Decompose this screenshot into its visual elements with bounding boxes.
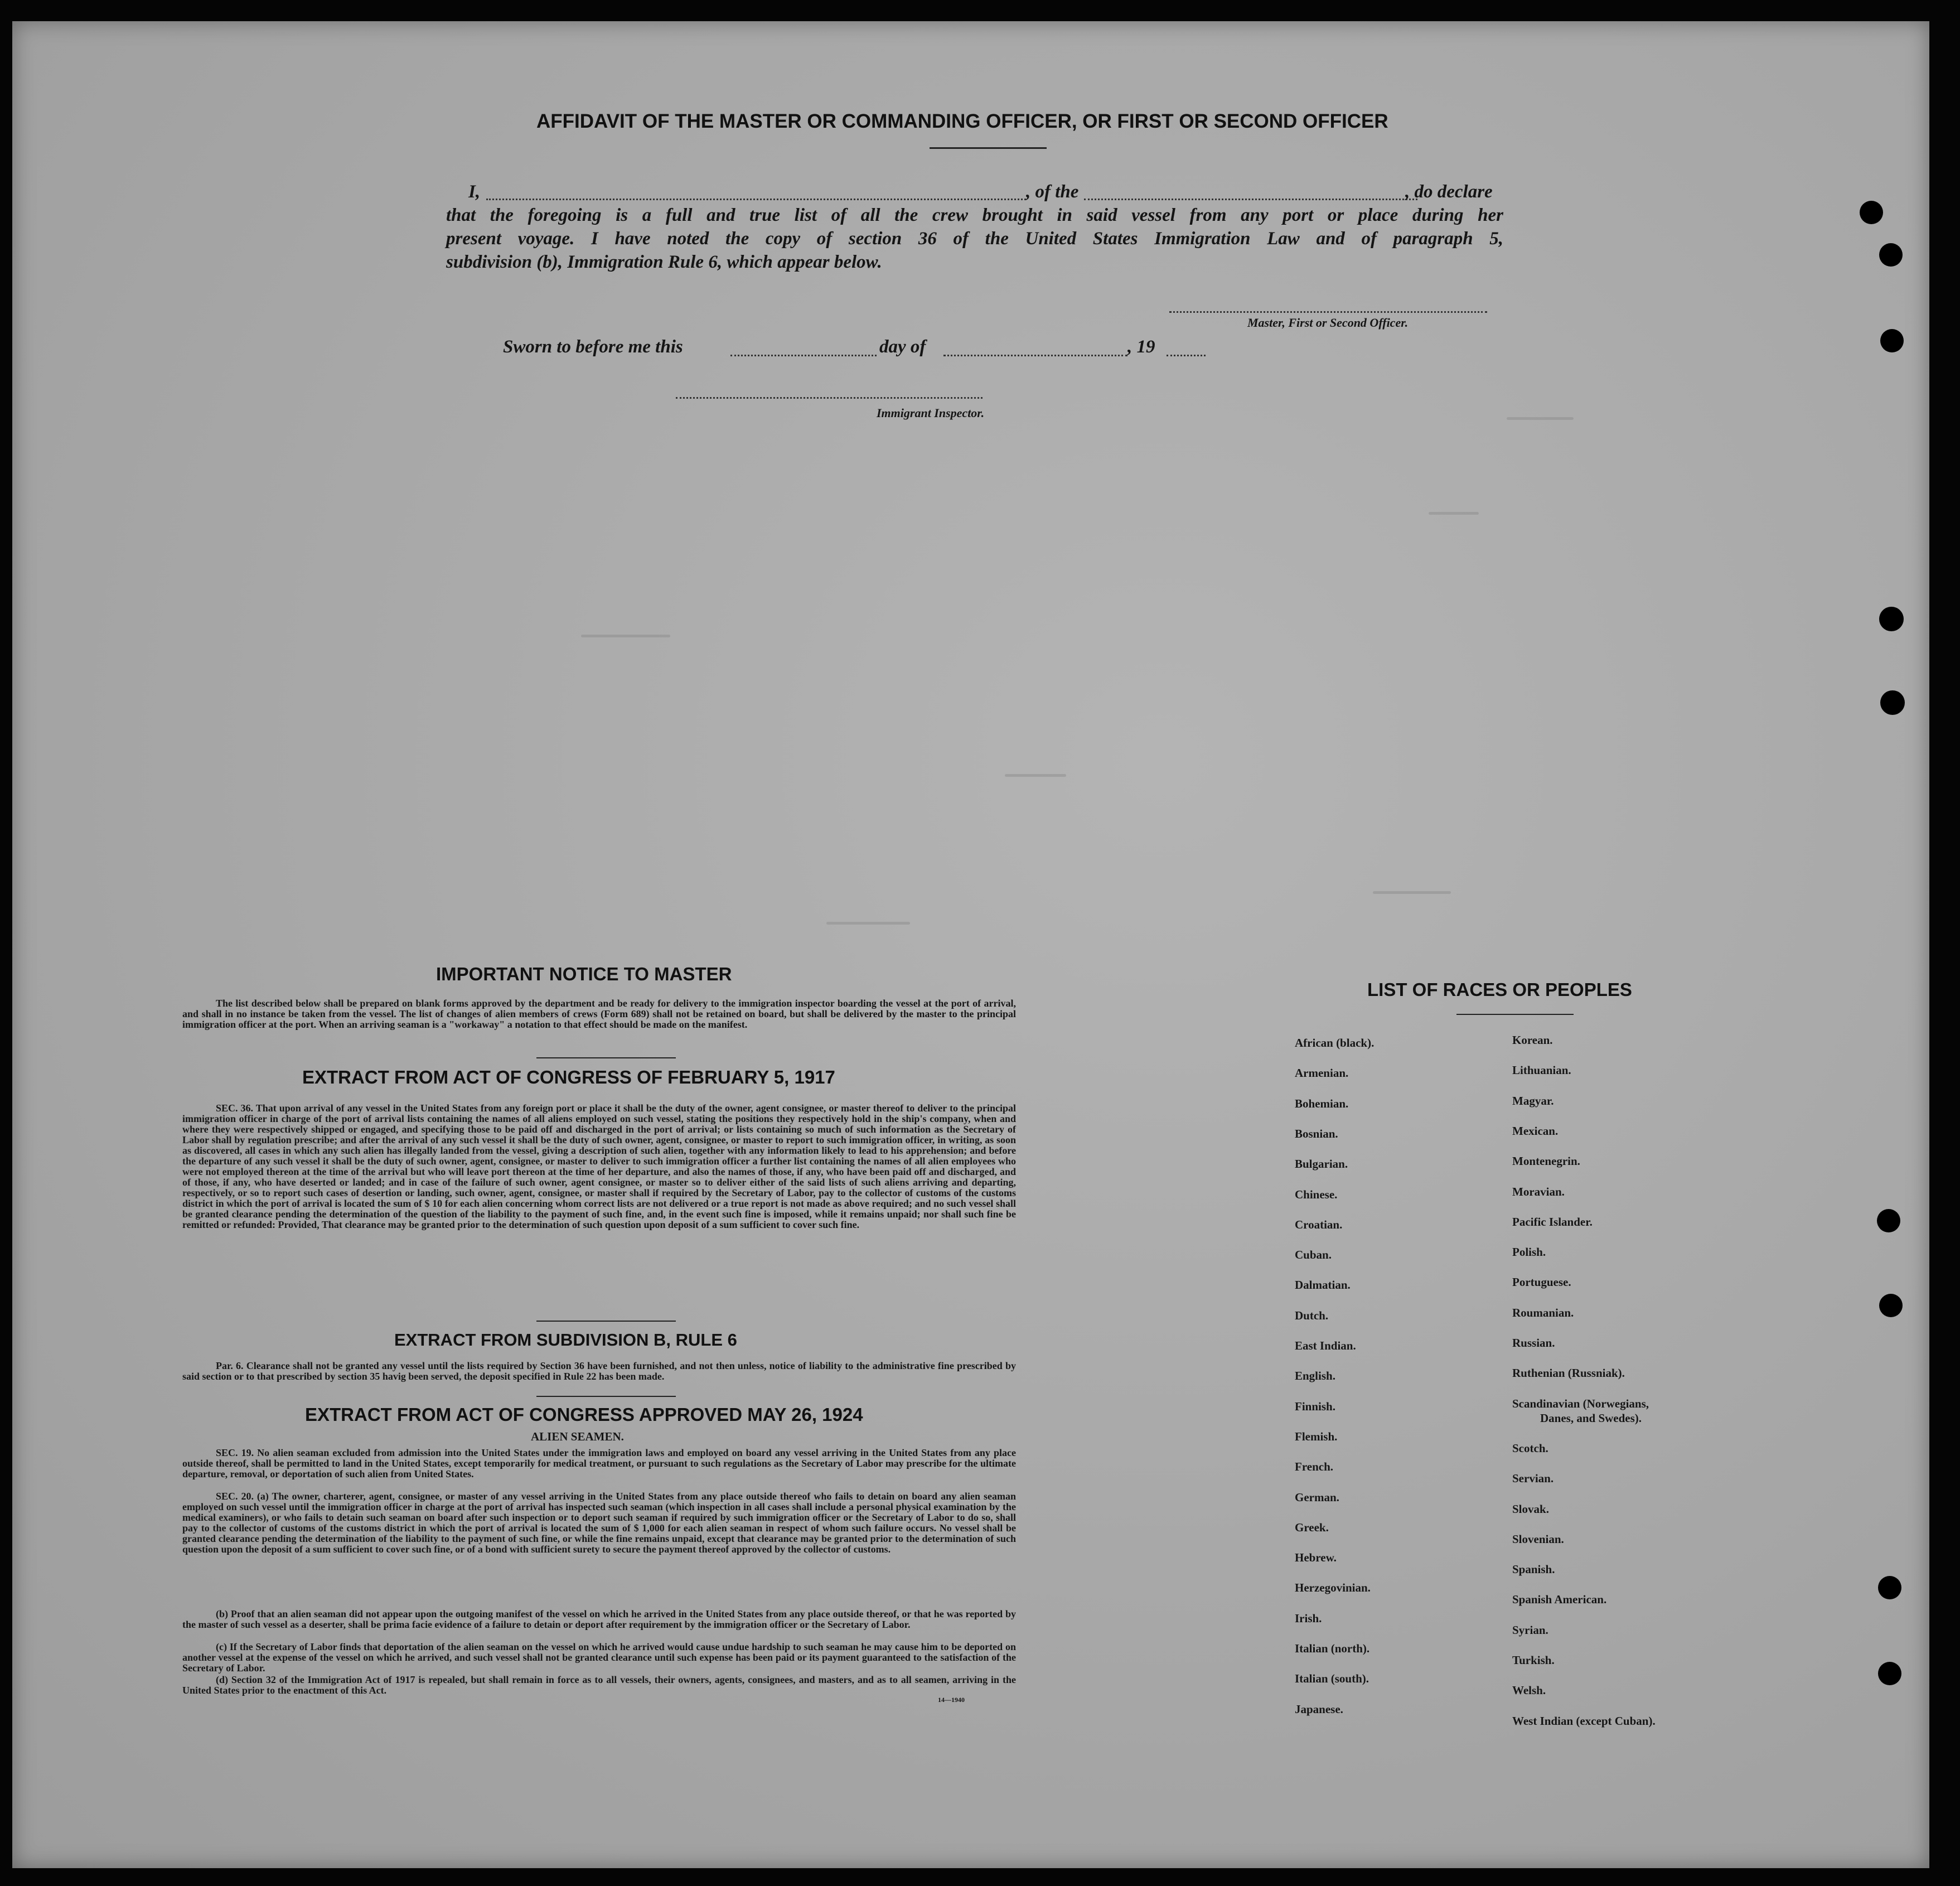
affidavit-title: AFFIDAVIT OF THE MASTER OR COMMANDING OFFICER, OR FIRST OR SECOND OFFICER [536, 110, 1388, 132]
race-item: African (black). [1295, 1036, 1375, 1050]
race-item: Cuban. [1295, 1248, 1332, 1261]
extract-1917-title: EXTRACT FROM ACT OF CONGRESS OF FEBRUARY 5, 1917 [302, 1067, 835, 1087]
race-item: Greek. [1295, 1521, 1329, 1534]
race-item: Spanish. [1512, 1563, 1555, 1576]
race-item: Lithuanian. [1512, 1063, 1571, 1077]
race-item: Irish. [1295, 1612, 1322, 1625]
name-field-line[interactable] [486, 199, 1026, 200]
race-item: Bohemian. [1295, 1097, 1349, 1110]
binder-hole [1878, 1576, 1901, 1599]
race-item: Welsh. [1512, 1684, 1546, 1697]
race-item: Turkish. [1512, 1653, 1555, 1667]
sec-19-text: SEC. 19. No alien seaman excluded from admission into the United States under the immigration laws and employed on board any vessel arriving in the United States from any place outside thereof, shall be permitted to land in the United States, except temporarily for medical treatment, or pursuant to such regulations as the Secretary of Labor may prescribe for the ultimate departure, removal, or deportation of such alien from United States. [182, 1447, 1016, 1479]
race-item: Bosnian. [1295, 1127, 1338, 1140]
race-item: Herzegovinian. [1295, 1581, 1371, 1594]
bleed-through-mark [826, 922, 910, 925]
race-item: Moravian. [1512, 1185, 1565, 1198]
race-item: Italian (north). [1295, 1642, 1370, 1655]
sworn-label: Sworn to before me this [503, 337, 683, 357]
race-item: Magyar. [1512, 1094, 1554, 1108]
race-item: East Indian. [1295, 1339, 1356, 1352]
rule-6-title: EXTRACT FROM SUBDIVISION B, RULE 6 [394, 1330, 737, 1350]
bleed-through-mark [581, 635, 670, 637]
year-field-line[interactable] [1167, 355, 1206, 356]
sec-20d-text: (d) Section 32 of the Immigration Act of 1917 is repealed, but shall remain in force as to all vessels, their owners, agents, consignees, and masters, and as to all seamen, arriving in the United States prior to the enactment of this Act. [182, 1674, 1016, 1696]
day-field-line[interactable] [730, 355, 877, 356]
affidavit-line-4: subdivision (b), Immigration Rule 6, which appear below. [446, 252, 882, 272]
race-item: Armenian. [1295, 1066, 1349, 1080]
notice-text: The list described below shall be prepared on blank forms approved by the department and be ready for delivery to the immigration inspector boarding the vessel at the port of arrival, and shall in no instance be taken from the vessel. The list of changes of alien members of crews (Form 689) shall not be retained on board, but shall be delivered by the master to the principal immigration officer at the port. When an arriving seaman is a "workaway" a notation to that effect should be made on the manifest. [182, 998, 1016, 1030]
sec-20b-text: (b) Proof that an alien seaman did not appear upon the outgoing manifest of the vessel on which he arrived in the United States from any place outside thereof, or that he was reported by the master of such vessel as a deserter, shall be prima facie evidence of a failure to detain or deport after requirement by the immigration officer or the Secretary of Labor. [182, 1608, 1016, 1630]
title-underline [930, 147, 1047, 149]
binder-hole [1879, 243, 1903, 267]
master-signature-label: Master, First or Second Officer. [1247, 316, 1409, 330]
race-item: Hebrew. [1295, 1551, 1337, 1564]
race-item: French. [1295, 1460, 1334, 1473]
bleed-through-mark [1373, 891, 1451, 894]
race-item: Japanese. [1295, 1703, 1343, 1716]
race-item: Croatian. [1295, 1218, 1343, 1231]
race-item: Italian (south). [1295, 1672, 1369, 1685]
master-signature-line[interactable] [1169, 311, 1487, 313]
race-item: Scandinavian (Norwegians, [1512, 1397, 1649, 1410]
divider [536, 1057, 676, 1058]
divider [536, 1321, 676, 1322]
race-item: Dutch. [1295, 1309, 1329, 1322]
day-of-label: day of [879, 337, 926, 357]
race-item: Slovak. [1512, 1502, 1549, 1516]
binder-hole [1880, 690, 1905, 715]
race-item: English. [1295, 1369, 1335, 1382]
bleed-through-mark [1507, 417, 1574, 420]
race-item: Danes, and Swedes). [1540, 1411, 1642, 1425]
extract-1924-title: EXTRACT FROM ACT OF CONGRESS APPROVED MAY 26, 1924 [305, 1404, 863, 1425]
races-title-underline [1456, 1014, 1574, 1015]
binder-hole [1880, 329, 1904, 352]
vessel-field-line[interactable] [1084, 199, 1417, 200]
affidavit-do-declare: , do declare [1405, 182, 1493, 202]
inspector-signature-label: Immigrant Inspector. [877, 406, 985, 420]
bleed-through-mark [1429, 512, 1479, 515]
inspector-signature-line[interactable] [676, 397, 983, 399]
affidavit-of-the: , of the [1026, 182, 1079, 202]
binder-hole [1860, 201, 1883, 224]
race-item: Korean. [1512, 1033, 1553, 1047]
affidavit-line-2: that the foregoing is a full and true list of all the crew brought in said vessel from any port or place during her [446, 205, 1503, 225]
month-field-line[interactable] [943, 355, 1127, 356]
race-item: Syrian. [1512, 1623, 1548, 1637]
binder-hole [1877, 1209, 1900, 1232]
race-item: Mexican. [1512, 1124, 1559, 1138]
binder-hole [1878, 1662, 1901, 1685]
races-title: LIST OF RACES OR PEOPLES [1367, 979, 1632, 1000]
rule-6-text: Par. 6. Clearance shall not be granted any vessel until the lists required by Section 36 have been furnished, and not then unless, notice of liability to the administrative fine prescribed by said section or to that prescribed by section 35 havig been served, the deposit specified in Rule 22 has been made. [182, 1360, 1016, 1382]
race-item: Flemish. [1295, 1430, 1338, 1443]
binder-hole [1879, 1294, 1903, 1317]
extract-1917-text: SEC. 36. That upon arrival of any vessel in the United States from any foreign port or place it shall be the duty of the owner, agent consignee, or master thereof to deliver to the principal immigration officer in charge of the port of arrival lists containing the names of all aliens employed on such vessel, stating the positions they respectively hold in the ship's company, when and where they were respectively shipped or engaged, and specifying those to be paid off and discharged in the port of arrival; or lists containing so much of such information as the Secretary of Labor shall by regulation prescribe; and after the arrival of any such vessel it shall be the duty of such owner, agent, consignee, or master to report to such immigration officer, in writing, as soon as discovered, all cases in which any such alien has illegally landed from the vessel, giving a description of such alien, together with any information likely to lead to his apprehension; and before the departure of any such vessel it shall be the duty of such owner, agent, consignee, or master to deliver to such immigration officer a further list containing the names of all alien employees who were not employed thereon at the time of the arrival but who will leave port thereon at the time of her departure, and also the names of those, if any, who have been paid off and discharged, and of those, if any, who have deserted or landed; and in case of the failure of such owner, agent consignee, or master so to deliver either of the said lists of such aliens arriving and departing, respectively, or so to report such cases of desertion or landing, such owner, agent, consignee, or master shall if required by the Secretary of Labor, pay to the collector of customs of the customs district in which the port of arrival is located the sum of $ 10 for each alien concerning whom correct lists are not delivered or a true report is not made as above required; and no such vessel shall be granted clearance pending the determination of the question of the liability to the payment of such fine, and, in the event such fine is imposed, while it remains unpaid; nor shall such fine be remitted or refunded: Provided, That clearance may be granted prior to the determination of such question upon deposit of a sum sufficient to cover such fine. [182, 1102, 1016, 1230]
sec-20a-text: SEC. 20. (a) The owner, charterer, agent, consignee, or master of any vessel arriving in the United States from any place outside thereof who fails to detain on board any alien seaman employed on such vessel until the immigration officer in charge at the port of arrival has inspected such seaman (which inspection in all cases shall include a personal physical examination by the medical examiners), or who fails to detain such seaman on board after such inspection or to deport such seaman if required by such immigration officer or the Secretary of Labor to do so, shall pay to the collector of customs of the customs district in which the port of arrival is located the sum of $ 1,000 for each alien seaman in respect of whom such failure occurs. No vessel shall be granted clearance pending the determination of the liability to the payment of such fine, or while the fine remains unpaid, except that clearance may be granted prior to the determination of such question upon the deposit of a sum sufficient to cover such fine, or of a bond with sufficient surety to secure the payment thereof approved by the collector of customs. [182, 1491, 1016, 1555]
extract-1924-subtitle: ALIEN SEAMEN. [531, 1430, 624, 1443]
bleed-through-mark [1005, 774, 1066, 777]
race-item: Chinese. [1295, 1188, 1338, 1201]
race-item: Portuguese. [1512, 1275, 1571, 1289]
race-item: Spanish American. [1512, 1593, 1607, 1606]
form-sheet [12, 21, 1929, 1868]
race-item: Slovenian. [1512, 1532, 1564, 1546]
race-item: Bulgarian. [1295, 1157, 1348, 1171]
race-item: Dalmatian. [1295, 1278, 1351, 1292]
form-number: 14—1940 [938, 1696, 965, 1704]
race-item: West Indian (except Cuban). [1512, 1714, 1656, 1728]
divider [536, 1396, 676, 1397]
affidavit-i-label: I, [468, 182, 481, 202]
binder-hole [1879, 607, 1904, 631]
race-item: Servian. [1512, 1472, 1554, 1485]
race-item: Russian. [1512, 1336, 1555, 1350]
notice-title: IMPORTANT NOTICE TO MASTER [436, 964, 732, 984]
race-item: Roumanian. [1512, 1306, 1574, 1319]
race-item: Pacific Islander. [1512, 1215, 1593, 1229]
race-item: Finnish. [1295, 1400, 1335, 1413]
sec-20c-text: (c) If the Secretary of Labor finds that deportation of the alien seaman on the vessel on which he arrived would cause undue hardship to such seaman he may cause him to be deported on another vessel at the expense of the vessel on which he arrived, and such vessel shall not be granted clearance until such expense has been paid or its payment guaranteed to the satisfaction of the Secretary of Labor. [182, 1641, 1016, 1674]
race-item: Polish. [1512, 1245, 1546, 1259]
race-item: German. [1295, 1491, 1339, 1504]
race-item: Ruthenian (Russniak). [1512, 1366, 1625, 1380]
race-item: Scotch. [1512, 1442, 1548, 1455]
year-label: , 19 [1127, 337, 1155, 357]
race-item: Montenegrin. [1512, 1154, 1580, 1168]
affidavit-line-3: present voyage. I have noted the copy of section 36 of the United States Immigration Law and of paragraph 5, [446, 229, 1503, 249]
